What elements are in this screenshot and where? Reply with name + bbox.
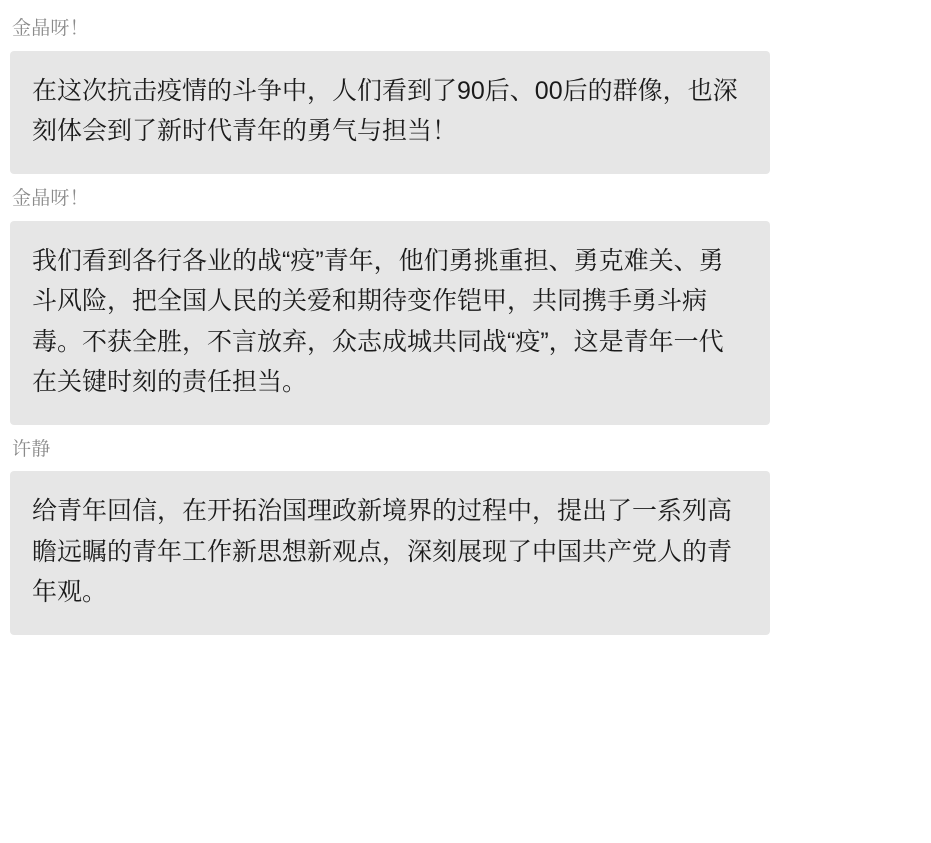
- message-bubble[interactable]: [10, 471, 770, 635]
- message-author: 金晶呀！: [12, 18, 89, 39]
- message-author: 许静: [12, 438, 51, 460]
- message-entry: [10, 439, 921, 635]
- message-bubble[interactable]: [10, 221, 770, 425]
- message-bubble[interactable]: [10, 51, 770, 174]
- message-entry: [10, 188, 921, 425]
- message-text: 给青年回信，在开拓治国理政新境界的过程中，提出了一系列高瞻远瞩的青年工作新思想新观点，深刻展现了中国共产党人的青年观。: [32, 497, 733, 607]
- message-author: 金晶呀！: [12, 187, 89, 209]
- message-text: 我们看到各行各业的战“疫”青年，他们勇挑重担、勇克难关、勇斗风险，把全国人民的关爱和期待变作铠甲，共同携手勇斗病毒。不获全胜，不言放弃，众志成城共同战“疫”，这是青年一代在关键时刻的责任担当。: [32, 246, 724, 397]
- message-text: 在这次抗击疫情的斗争中，人们看到了90后、00后的群像，也深刻体会到了新时代青年的勇气与担当！: [32, 76, 738, 146]
- message-entry: [10, 18, 921, 174]
